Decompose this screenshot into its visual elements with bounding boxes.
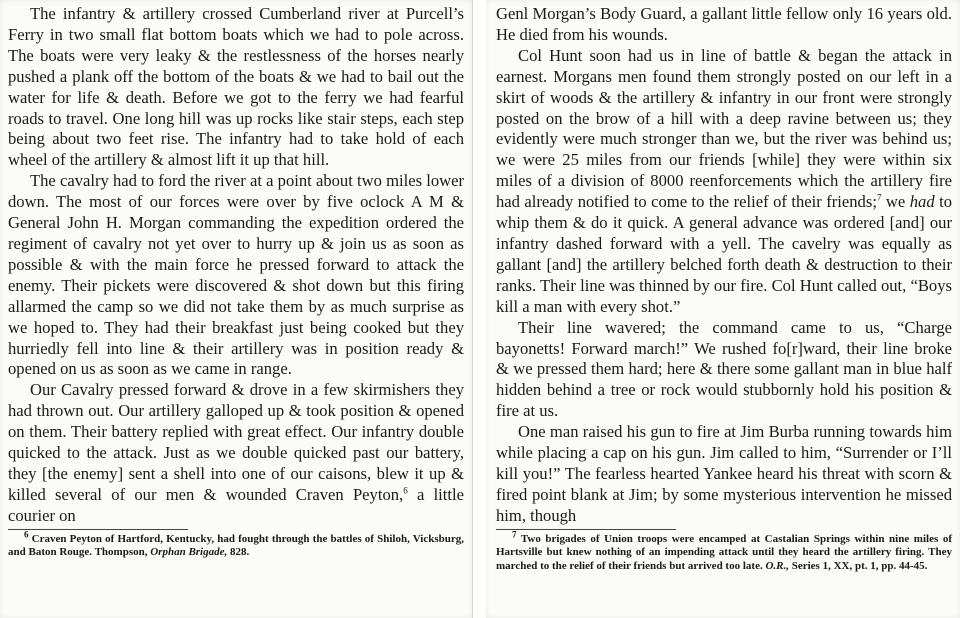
footnote-7-number: 7 — [512, 529, 517, 539]
footnote-divider-right — [496, 529, 676, 530]
right-paragraph-2-had: had — [909, 192, 935, 212]
right-paragraph-2-tail: to whip them & do it quick. A general advance was ordered [and] our infantry dashed forward with a yell. The cavelry was equally as gallant [and] the artillery belched forth death & destruction to their ranks. Their line was thinned by our fire. Col Hunt called out, “Boys kill a man with every shot.” — [496, 192, 953, 316]
footnote-ref-7: 7 — [876, 192, 882, 203]
left-paragraph-1: The infantry & artillery crossed Cumberland river at Purcell’s Ferry in two small flat bottom boats which we had to pole across. The boats were very leaky & the restlessness of the horses nearly pushed a plank off the bottom of the boats & we had to bail out the water for life & death. Before we got to the ferry we had fearful roads to travel. One long hill was up rocks like stair steps, each step being about two feet rise. The infantry had to take hold of each wheel of the artillery & almost lift it up that hill. — [8, 4, 464, 170]
left-paragraph-2: The cavalry had to ford the river at a point about two miles lower down. The most of our forces were over by five oclock A M & General John H. Morgan commanding the expedition ordered the regiment of cavalry not yet over to hurry up & join us as soon as possible & with the main force he pressed forward to attack the enemy. Their pickets were discovered & shot down but this firing allarmed the camp so we did not take them by as much surprise as we hoped to. They had their breakfast just being cooked but they hurriedly fell into line & their artillery was in position ready & opened on us as soon as we came in range. — [8, 171, 464, 379]
right-paragraph-2 — [496, 46, 952, 318]
footnote-7-text: Two brigades of Union troops were encamped at Castalian Springs within nine miles of Hartsville but knew nothing of an impending attack until they heard the artillery firing. They marched to the relief of their friends but arrived too late. — [496, 532, 952, 572]
right-paragraph-2-we: we — [885, 192, 906, 212]
footnote-7-tail: Series 1, XX, pt. 1, pp. 44-45. — [791, 559, 928, 572]
footnote-6-number: 6 — [24, 529, 29, 539]
right-paragraph-2-text: Col Hunt soon had us in line of battle & began the attack in earnest. Morgans men found them strongly posted on our left in a skirt of woods & the artillery & infantry in our front were strongly posted on the brow of a hill with a deep ravine between us; they evidently were much stronger than we, but the river was behind us; we were 25 miles from our friends [while] they were within six miles of a division of 8000 reenforcements which the artillery fire had already notified to come to the relief of their friends; — [496, 45, 952, 212]
footnote-6-page: 828. — [230, 546, 250, 559]
footnote-7-source: O.R., — [765, 559, 789, 572]
left-paragraph-3-text: Our Cavalry pressed forward & drove in a few skirmishers they had thrown out. Our artillery galloped up & took position & opened on them. Their battery replied with great effect. Our infantry double quicked to the attack. Just as we double quicked past our battery, they [the enemy] sent a shell into one of our caisons, blew it up & killed several of our men & wounded Craven Peyton, — [8, 380, 464, 504]
right-paragraph-1: Genl Morgan’s Body Guard, a gallant little fellow only 16 years old. He died from his wounds. — [496, 4, 952, 44]
footnote-6 — [8, 529, 465, 560]
footnote-6-text: Craven Peyton of Hartford, Kentucky, had fought through the battles of Shiloh, Vicksburg, and Baton Rouge. Thompson, — [8, 532, 465, 559]
left-paragraph-3 — [8, 380, 464, 526]
footnote-ref-6: 6 — [403, 485, 408, 496]
footnote-7 — [496, 529, 952, 574]
footnote-divider — [8, 529, 188, 530]
right-paragraph-3: Their line wavered; the command came to us, “Charge bayonetts! Forward march!” We rushed fo[r]ward, their line broke & we pressed them hard; here & there some gallant man in blue half hidden behind a tree or rock would stubbornly hold his position & fire at us. — [496, 317, 952, 421]
right-page — [486, 0, 960, 618]
left-paragraph-3-tail: a little courier on — [8, 484, 464, 525]
right-paragraph-4: One man raised his gun to fire at Jim Burba running towards him while placing a cap on his gun. Jim called to him, “Surrender or I’ll kill you!” The fearless hearted Yankee heard his threat with scorn & fired point blank at Jim; by some mysterious intervention he missed him, though — [496, 422, 952, 525]
footnote-6-source: Orphan Brigade, — [150, 546, 228, 559]
left-page — [0, 0, 472, 618]
